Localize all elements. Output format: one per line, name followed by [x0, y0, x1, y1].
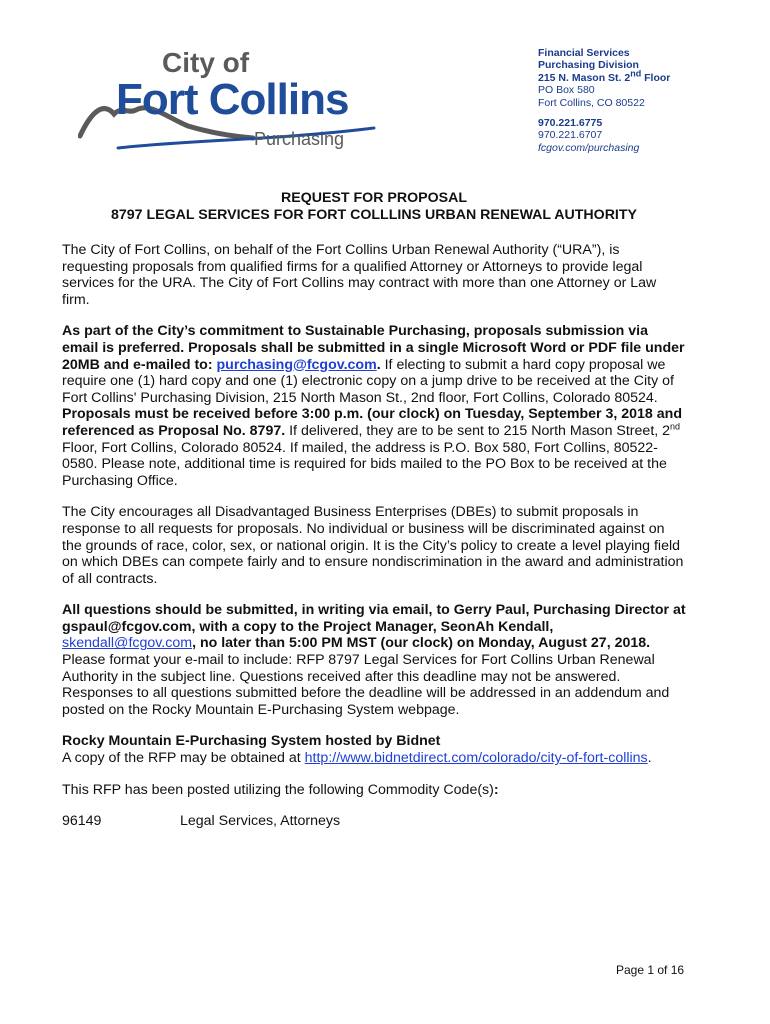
doc-title-line1: REQUEST FOR PROPOSAL [280, 190, 468, 206]
intro-paragraph: The City of Fort Collins, on behalf of the Fort Collins Urban Renewal Authority (“URA”), is requesting proposals from qualified firms for a qualified Attorney or Attorneys to provide legal services for the URA. The City of Fort Collins may contract with more than one Attorney or Law firm. [62, 242, 657, 308]
contact-department: Financial Services [538, 47, 630, 59]
kendall-email-link[interactable]: skendall@fcgov.com [62, 635, 193, 652]
bidnet-paragraph: Rocky Mountain E-Purchasing System hosted by Bidnet A copy of the RFP may be obtained at http://www.bidnetdirect.com/colorado/city-of-fort-collins. [62, 733, 652, 767]
logo-purchasing: Purchasing [254, 129, 345, 149]
questions-paragraph: All questions should be submitted, in writing via email, to Gerry Paul, Purchasing Director at gspaul@fcgov.com, with a copy to the Project Manager, SeonAh Kendall, skendall@fcgov.com, no later than 5:00 PM MST (our clock) on Monday, August 27, 2018. Please format your e-mail to include: RFP 8797 Legal Services for Fort Collins Urban Renewal Authority in the subject line. Questions received after this deadline may not be answered. Responses to all questions submitted before the deadline will be addressed in an addendum and posted on the Rocky Mountain E-Purchasing System webpage. [62, 602, 686, 718]
contact-street: 215 N. Mason St. 2nd Floor [538, 68, 671, 84]
contact-website: fcgov.com/purchasing [538, 141, 640, 154]
submission-paragraph: As part of the City’s commitment to Sustainable Purchasing, proposals submission via email is preferred. Proposals shall be submitted in a single Microsoft Word or PDF file under 20MB and e-mailed to: purchasing@fcgov.com. If electing to submit a hard copy proposal we require one (1) hard copy and one (1) electronic copy on a jump drive to be received at the City of Fort Collins' Purchasing Division, 215 North Mason St., 2nd floor, Fort Collins, Colorado 80524. Proposals must be received before 3:00 p.m. (our clock) on Tuesday, September 3, 2018 and referenced as Proposal No. 8797. If delivered, they are to be sent to 215 North Mason Street, 2nd Floor, Fort Collins, Colorado 80524. If mailed, the address is P.O. Box 580, Fort Collins, 80522-0580. Please note, additional time is required for bids mailed to the PO Box to be received at the Purchasing Office. [62, 323, 685, 489]
document-body [62, 190, 686, 830]
page-number: Page 1 of 16 [616, 963, 685, 977]
logo-fort-collins: Fort Collins [116, 75, 349, 124]
dbe-paragraph: The City encourages all Disadvantaged Business Enterprises (DBEs) to submit proposals in response to all requests for proposals. No individual or business will be discriminated against on the grounds of race, color, sex, or national origin. It is the City’s policy to create a level playing field on which DBEs can compete fairly and to ensure nondiscrimination in the award and administration of all contracts. [62, 504, 684, 587]
city-logo [78, 44, 378, 156]
contact-block [538, 47, 670, 154]
contact-division: Purchasing Division [538, 59, 639, 72]
contact-phone-main: 970.221.6775 [538, 117, 603, 130]
contact-po-box: PO Box 580 [538, 84, 595, 97]
contact-phone-fax: 970.221.6707 [538, 129, 603, 142]
commodity-row [62, 813, 686, 830]
doc-title [62, 190, 686, 224]
logo-city-of: City of [162, 47, 250, 78]
contact-city: Fort Collins, CO 80522 [538, 96, 645, 109]
bidnet-url-link[interactable]: http://www.bidnetdirect.com/colorado/city-of-fort-collins [304, 750, 648, 767]
commodity-code: 96149 [62, 813, 102, 830]
purchasing-email-link[interactable]: purchasing@fcgov.com [216, 356, 377, 373]
doc-title-line2: 8797 LEGAL SERVICES FOR FORT COLLLINS URBAN RENEWAL AUTHORITY [110, 207, 638, 223]
commodity-intro: This RFP has been posted utilizing the following Commodity Code(s): [62, 781, 499, 798]
commodity-description: Legal Services, Attorneys [180, 813, 341, 830]
bidnet-heading: Rocky Mountain E-Purchasing System hosted by Bidnet [62, 733, 441, 750]
logo-graphic [78, 44, 378, 156]
